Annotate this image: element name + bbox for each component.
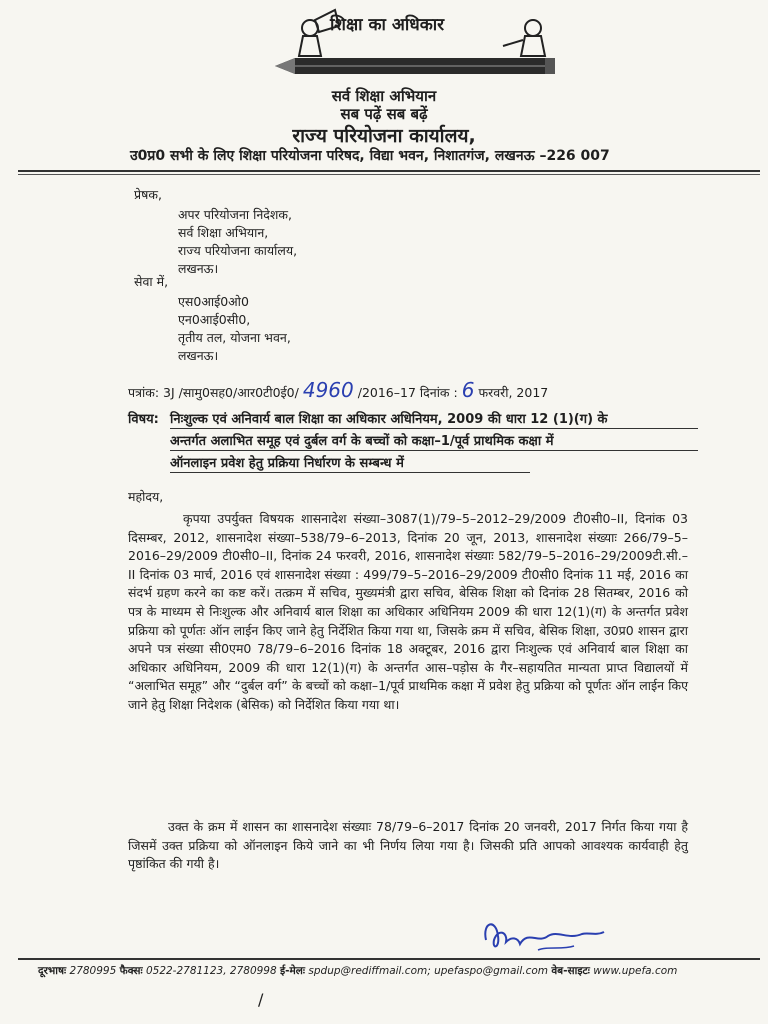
subject-underline bbox=[170, 450, 698, 451]
reference-month-year: फरवरी, 2017 bbox=[478, 385, 549, 400]
reference-year: /2016–17 दिनांक : bbox=[357, 385, 458, 400]
body-paragraph-1 bbox=[128, 510, 688, 715]
footer-contact bbox=[38, 964, 677, 978]
fax-value: 0522-2781123, 2780998 bbox=[145, 965, 277, 977]
recipient-label: सेवा में, bbox=[134, 274, 169, 289]
sender-line: राज्य परियोजना कार्यालय, bbox=[178, 243, 298, 258]
header-divider-thin bbox=[18, 174, 760, 175]
subject-underline bbox=[170, 428, 698, 429]
phone-label: दूरभाषः bbox=[38, 965, 67, 977]
reference-day-handwritten: 6 bbox=[461, 378, 475, 402]
email-label: ई-मेलः bbox=[280, 965, 306, 977]
header-divider bbox=[18, 170, 760, 172]
body-paragraph-2 bbox=[128, 818, 688, 874]
email-value: spdup@rediffmail.com; upefaspo@gmail.com bbox=[308, 965, 548, 977]
footer-divider bbox=[18, 958, 760, 960]
subject-label: विषय: bbox=[128, 412, 159, 427]
page-mark: / bbox=[258, 990, 264, 1009]
subject-underline bbox=[170, 472, 530, 473]
programme-name: सर्व शिक्षा अभियान bbox=[331, 87, 437, 105]
slogan: सब पढ़ें सब बढ़ें bbox=[340, 105, 428, 123]
recipient-line: लखनऊ। bbox=[178, 348, 219, 363]
subject-line: ऑनलाइन प्रवेश हेतु प्रक्रिया निर्धारण के सम्बन्ध में bbox=[170, 456, 404, 471]
sender-line: सर्व शिक्षा अभियान, bbox=[178, 225, 269, 240]
salutation: महोदय, bbox=[128, 489, 164, 504]
logo-title: शिक्षा का अधिकार bbox=[330, 15, 445, 35]
office-name: राज्य परियोजना कार्यालय, bbox=[292, 125, 476, 147]
signature-icon bbox=[478, 910, 608, 960]
body-paragraph-2-text: उक्त के क्रम में शासन का शासनादेश संख्याः 78/79–6–2017 दिनांक 20 जनवरी, 2017 निर्गत किया गया है जिसमें उक्त प्रक्रिया को ऑनलाइन किये जाने का भी निर्णय लिया गया है। जिसकी प्रति आपको आवश्यक कार्यवाही हेतु पृष्ठांकित की गयी है। bbox=[128, 819, 688, 872]
reference-prefix: पत्रांक: 3J /सामु0सह0/आर0टी0ई0/ bbox=[128, 385, 299, 400]
body-paragraph-1-text: कृपया उपर्युक्त विषयक शासनादेश संख्या–3087(1)/79–5–2012–29/2009 टी0सी0–II, दिनांक 03 दिसम्बर, 2012, शासनादेश संख्या–538/79–6–2013, दिनांक 20 जून, 2013, शासनादेश संख्याः 266/79–5–2016–29/2009 टी0सी0–II, दिनांक 24 फरवरी, 2016, शासनादेश संख्याः 582/79–5–2016–29/2009टी.सी.–II दिनांक 03 मार्च, 2016 एवं शासनादेश संख्या : 499/79–5–2016–29/2009 टी0सी0 दिनांक 11 मई, 2016 का संदर्भ ग्रहण करने का कष्ट करें। तत्क्रम में सचिव, मुख्यमंत्री द्वारा सचिव, बेसिक शिक्षा को दिनांक 28 सितम्बर, 2016 को पत्र के माध्यम से निःशुल्क और अनिवार्य बाल शिक्षा का अधिकार अधिनियम 2009 की धारा 12(1)(ग) के अन्तर्गत प्रवेश प्रक्रिया को पूर्णतः ऑन लाईन किए जाने हेतु निर्देशित किया गया था, जिसके क्रम में सचिव, बेसिक शिक्षा, उ0प्र0 शासन द्वारा अपने पत्र संख्या सी0एम0 78/79–6–2016 दिनांक 18 अक्टूबर, 2016 द्वारा निःशुल्क एवं अनिवार्य बाल शिक्षा का अधिकार अधिनियम, 2009 की धारा 12(1)(ग) के अन्तर्गत आस–पड़ोस के गैर–सहायतित मान्यता प्राप्त विद्यालयों में “अलाभित समूह” और “दुर्बल वर्ग” के बच्चों को कक्षा–1/पूर्व प्राथमिक कक्षा में प्रवेश हेतु प्रक्रिया को पूर्णतः ऑन लाईन किए जाने हेतु शिक्षा निदेशक (बेसिक) को निर्देशित किया गया था। bbox=[128, 511, 688, 712]
sender-line: अपर परियोजना निदेशक, bbox=[178, 207, 292, 222]
subject-line: अन्तर्गत अलाभित समूह एवं दुर्बल वर्ग के बच्चों को कक्षा–1/पूर्व प्राथमिक कक्षा में bbox=[170, 434, 554, 449]
web-label: वेब-साइटः bbox=[551, 965, 590, 977]
reference-line bbox=[128, 378, 548, 402]
sender-line: लखनऊ। bbox=[178, 261, 219, 276]
recipient-line: एन0आई0सी0, bbox=[178, 312, 251, 327]
fax-label: फैक्सः bbox=[119, 965, 143, 977]
sender-label: प्रेषक, bbox=[134, 187, 162, 202]
subject-line: निःशुल्क एवं अनिवार्य बाल शिक्षा का अधिकार अधिनियम, 2009 की धारा 12 (1)(ग) के bbox=[170, 412, 608, 427]
phone-value: 2780995 bbox=[69, 965, 117, 977]
reference-number-handwritten: 4960 bbox=[302, 378, 354, 402]
office-address: उ0प्र0 सभी के लिए शिक्षा परियोजना परिषद, विद्या भवन, निशातगंज, लखनऊ –226 007 bbox=[130, 148, 610, 164]
web-value: www.upefa.com bbox=[593, 965, 678, 977]
recipient-line: एस0आई0ओ0 bbox=[178, 294, 249, 309]
recipient-line: तृतीय तल, योजना भवन, bbox=[178, 330, 291, 345]
